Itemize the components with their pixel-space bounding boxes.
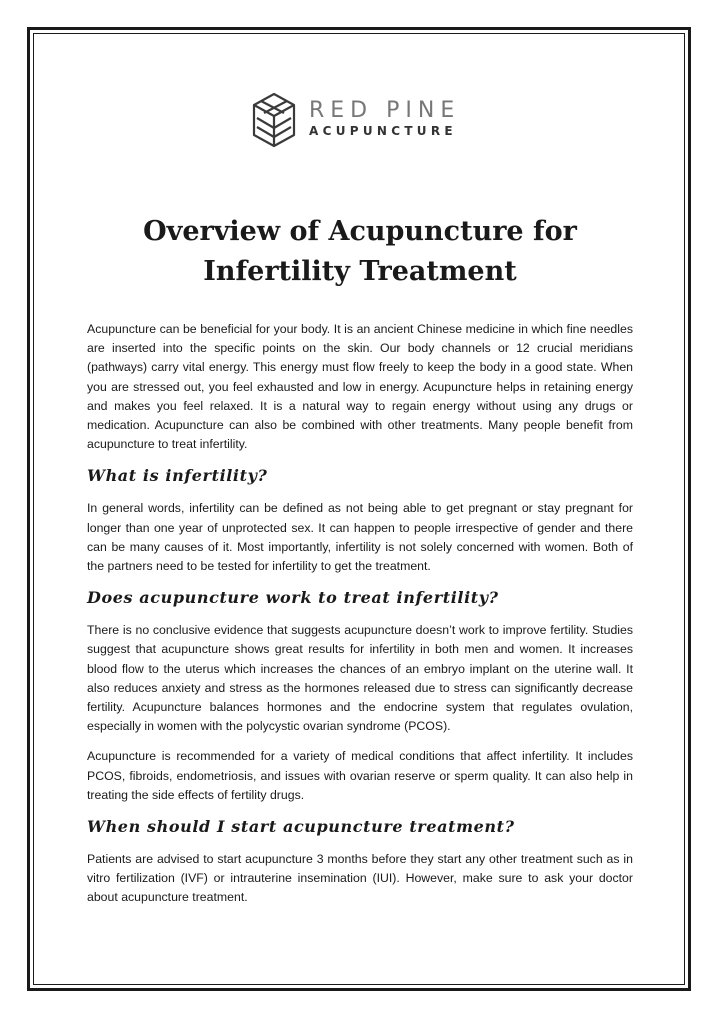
section-heading-infertility: What is infertility? xyxy=(87,466,268,486)
logo-mark-icon xyxy=(249,92,299,148)
intro-paragraph: Acupuncture can be beneficial for your body. It is an ancient Chinese medicine in which fine needles are inserted into the specific points on the skin. Our body channels or 12 crucial meridians (pathways) carry vital energy. This energy must flow freely to keep the body in a good state. When you are stressed out, you feel exhausted and low in energy. Acupuncture helps in retaining energy and makes you feel relaxed. It is a natural way to regain energy without using any drugs or medication. Acupuncture can also be combined with other treatments. Many people benefit from acupuncture to treat infertility. xyxy=(87,322,633,452)
section-paragraph: There is no conclusive evidence that suggests acupuncture doesn’t work to improve fertility. Studies suggest that acupuncture shows great results for infertility in both men and women. It increases blood flow to the uterus which increases the chances of an embryo implant on the uterine wall. It also reduces anxiety and stress as the hormones released due to stress can significantly decrease fertility. Acupuncture balances hormones and the endocrine system that regulates ovulation, especially in women with the polycystic ovarian syndrome (PCOS). xyxy=(87,623,633,734)
section-heading-does-acupuncture-work: Does acupuncture work to treat infertility? xyxy=(87,588,499,608)
document-body xyxy=(87,320,633,919)
document-title: Overview of Acupuncture for Infertility Treatment xyxy=(143,216,577,287)
section-paragraph: In general words, infertility can be defined as not being able to get pregnant or stay pregnant for longer than one year of unprotected sex. It can happen to people irrespective of gender and there can be many causes of it. Most importantly, infertility is not solely concerned with women. Both of the partners need to be tested for infertility to get the treatment. xyxy=(87,501,633,574)
section-paragraph: Acupuncture is recommended for a variety of medical conditions that affect infertility. It includes PCOS, fibroids, endometriosis, and issues with ovarian reserve or sperm quality. It can also help in treating the side effects of fertility drugs. xyxy=(87,749,633,802)
logo-name-line2: ACUPUNCTURE xyxy=(309,124,457,138)
red-pine-logo xyxy=(249,92,479,148)
section-paragraph: Patients are advised to start acupuncture 3 months before they start any other treatment such as in vitro fertilization (IVF) or intrauterine insemination (IUI). However, make sure to ask your doctor about acupuncture treatment. xyxy=(87,852,633,905)
section-heading-when-to-start: When should I start acupuncture treatment? xyxy=(87,817,515,837)
logo-name-line1: RED PINE xyxy=(309,98,461,123)
